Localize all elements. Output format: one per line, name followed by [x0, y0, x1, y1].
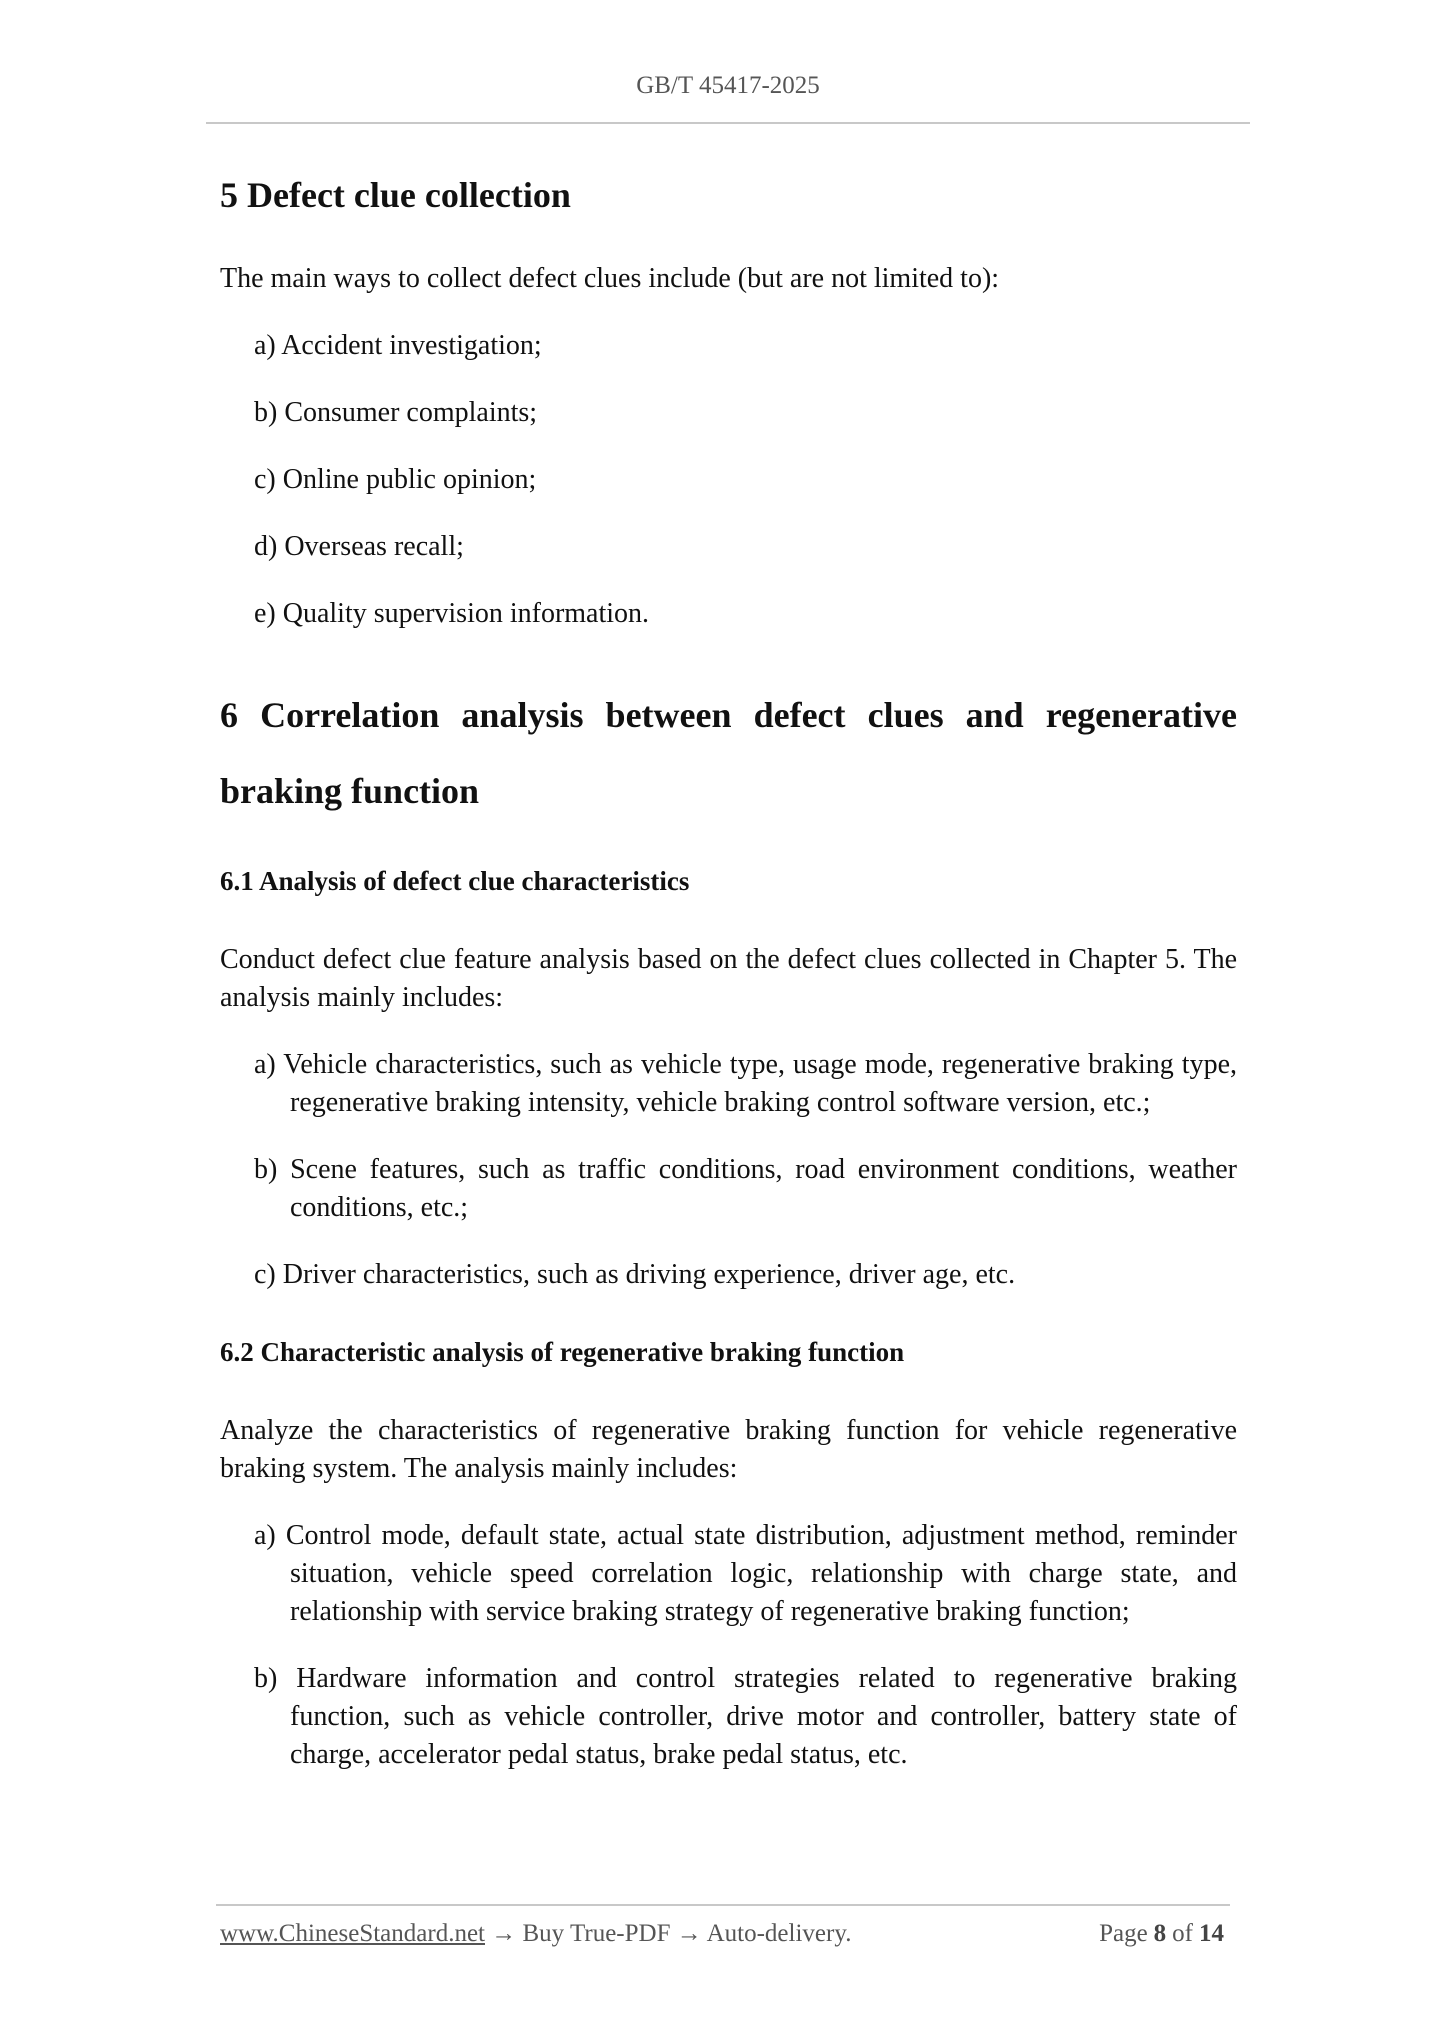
section-6-heading: 6 Correlation analysis between defect clues and regenerative braking function [220, 695, 1237, 812]
list-item: e) Quality supervision information. [254, 598, 650, 630]
section-5-intro: The main ways to collect defect clues include (but are not limited to): [220, 263, 1000, 295]
list-item: d) Overseas recall; [254, 531, 464, 563]
header-divider [206, 122, 1250, 124]
list-item: a) Vehicle characteristics, such as vehicle type, usage mode, regenerative braking type, regenerative braking intensity, vehicle braking control software version, etc.; [254, 1049, 1237, 1119]
list-item: b) Hardware information and control strategies related to regenerative braking function, such as vehicle controller, drive motor and controller, battery state of charge, accelerator pedal status, brake pedal status, etc. [254, 1662, 1237, 1770]
footer-promo-text: → Buy True-PDF → Auto-delivery. [485, 1920, 852, 1947]
footer-promo [220, 1920, 851, 1948]
page-word: Page [1099, 1920, 1148, 1947]
list-item: a) Accident investigation; [254, 330, 542, 362]
section-6-2-intro: Analyze the characteristics of regenerative braking function for vehicle regenerative braking system. The analysis mainly includes: [220, 1414, 1237, 1484]
document-id-header: GB/T 45417-2025 [636, 72, 820, 99]
page-current: 8 [1153, 1920, 1167, 1947]
list-item: c) Driver characteristics, such as driving experience, driver age, etc. [254, 1259, 1016, 1291]
of-word: of [1172, 1920, 1193, 1947]
list-item: a) Control mode, default state, actual state distribution, adjustment method, reminder situation, vehicle speed correlation logic, relationship with charge state, and relationship with service braking strategy of regenerative braking function; [254, 1519, 1237, 1627]
page-total: 14 [1199, 1920, 1224, 1947]
page-content [220, 170, 1237, 1774]
page-number [1099, 1920, 1230, 1948]
list-item: c) Online public opinion; [254, 464, 537, 496]
section-5-heading: 5 Defect clue collection [220, 175, 571, 215]
section-6-1-heading: 6.1 Analysis of defect clue characteristics [220, 866, 690, 897]
footer-divider [216, 1904, 1230, 1906]
section-6-1-intro: Conduct defect clue feature analysis based on the defect clues collected in Chapter 5. The analysis mainly includes: [220, 944, 1237, 1014]
list-item: b) Consumer complaints; [254, 397, 538, 429]
list-item: b) Scene features, such as traffic conditions, road environment conditions, weather conditions, etc.; [254, 1154, 1237, 1224]
chinesestandard-link[interactable]: www.ChineseStandard.net [220, 1920, 485, 1947]
section-6-2-heading: 6.2 Characteristic analysis of regenerative braking function [220, 1337, 905, 1368]
